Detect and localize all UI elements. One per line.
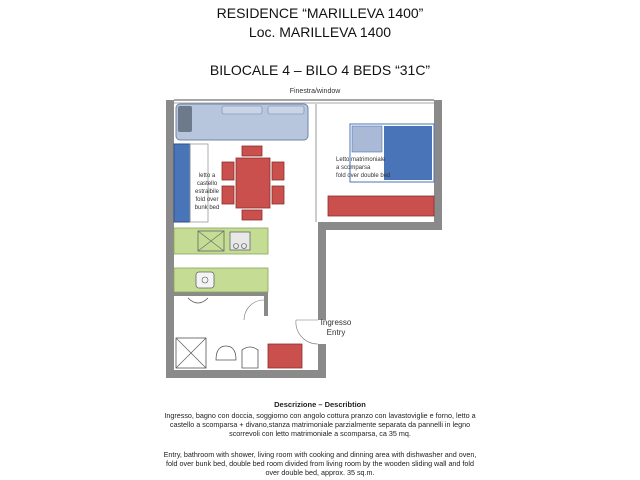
wall-right-lower-b	[318, 344, 326, 378]
wall-bedroom-bottom	[318, 222, 442, 230]
entry-label-line: Entry	[326, 328, 346, 337]
entry-label	[314, 318, 358, 338]
bunk-label-line: bunk bed	[194, 205, 220, 211]
bunk-bed-label	[192, 172, 222, 212]
apartment-title: BILOCALE 4 – BILO 4 BEDS “31C”	[209, 62, 431, 78]
description-english: Entry, bathroom with shower, living room with cooking and dinning area with dishwasher and oven, fold over bunk bed, double bed room divided from living room by the wooden sliding wall and fold over double bed, approx. 35 sq.m.	[163, 450, 477, 477]
double-bed-label-line: a scomparsa	[336, 165, 371, 171]
wall-right-lower-a	[318, 222, 326, 320]
location-subtitle: Loc. MARILLEVA 1400	[248, 24, 392, 40]
description-title: Descrizione – Describtion	[274, 400, 366, 409]
bidet	[242, 347, 258, 368]
wall-bathroom	[166, 292, 268, 296]
bunk-label-line: castello	[196, 181, 218, 187]
kitchen-counter-upper	[174, 228, 268, 254]
window-label: Finestra/window	[289, 88, 341, 95]
sofa	[176, 104, 308, 140]
window	[174, 100, 434, 103]
description-italian: Ingresso, bagno con doccia, soggiorno con angolo cottura pranzo con lavastoviglie e forno, letto a castello a scomparsa + divano,stanza matrimoniale parzialmente separata da pannelli in legno scorrevoli con letto matrimoniale a scomparsa, ca 35 mq.	[164, 411, 476, 438]
toilet	[216, 346, 236, 360]
bathroom	[176, 298, 264, 368]
wall-right	[434, 100, 442, 230]
wall-bottom	[166, 370, 326, 378]
double-bed-label-line: Letto matrimoniale	[336, 157, 386, 163]
washbasin	[188, 298, 208, 303]
wall-left	[166, 100, 174, 378]
bunk-label-line: estraibile	[194, 189, 219, 195]
entry-label-line: Ingresso	[320, 318, 352, 327]
bunk-label-line: letto a	[198, 173, 216, 179]
wall-bathroom-partition	[264, 296, 268, 316]
bathroom-door-swing	[244, 300, 264, 320]
dining-set	[222, 146, 284, 220]
double-bed-label	[336, 156, 406, 180]
bunk-label-line: fold over	[195, 197, 219, 203]
storage-unit	[268, 344, 302, 368]
kitchen-counter-lower	[174, 268, 268, 292]
residence-title: RESIDENCE “MARILLEVA 1400”	[216, 5, 424, 21]
double-bed-label-line: fold over double bed	[336, 173, 391, 179]
